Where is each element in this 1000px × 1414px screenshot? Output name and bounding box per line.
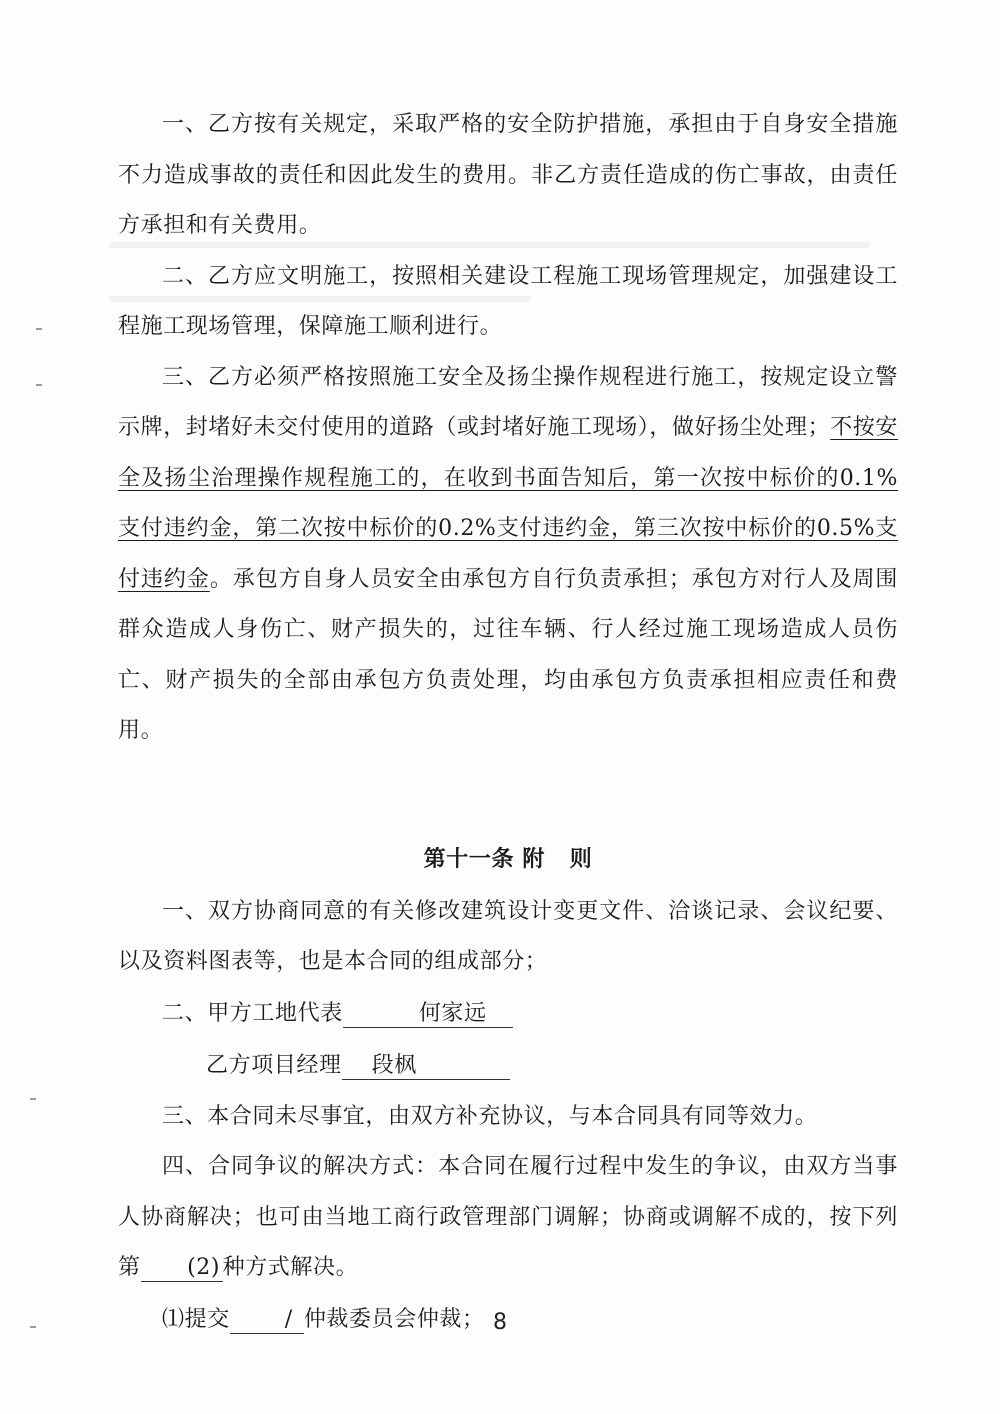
project-manager-value: 段枫 — [342, 1053, 510, 1080]
clause-paragraph-3 — [118, 353, 898, 757]
clause-paragraph-3-end: 。承包方自身人员安全由承包方自行负责承担；承包方对行人及周围群众造成人身伤亡、财产损失的，过往车辆、行人经过施工现场造成人员伤亡、财产损失的全部由承包方负责处理，均由承包方负责承担相应责任和费用。 — [118, 566, 898, 743]
project-manager-line — [118, 1040, 898, 1092]
site-representative-label: 二、甲方工地代表 — [162, 1000, 343, 1026]
site-representative-line — [118, 988, 898, 1040]
arbitration-committee-value: / — [230, 1307, 304, 1334]
article-item-3: 三、本合同未尽事宜，由双方补充协议，与本合同具有同等效力。 — [162, 1103, 818, 1129]
article-title-number: 第十一条 — [423, 845, 515, 872]
option-1-prefix: ⑴提交 — [162, 1306, 230, 1332]
clause-paragraph-3-start: 三、乙方必须严格按照施工安全及扬尘操作规程进行施工，按规定设立警示牌，封堵好未交付使用的道路（或封堵好施工现场），做好扬尘处理； — [118, 364, 898, 440]
site-representative-value: 何家远 — [343, 1001, 513, 1028]
article-item-1: 一、双方协商同意的有关修改建筑设计变更文件、洽谈记录、会议纪要、以及资料图表等，也是本合同的组成部分； — [118, 898, 898, 974]
article-title-word-2: 则 — [569, 845, 593, 872]
article-item-4-start: 四、合同争议的解决方式：本合同在履行过程中发生的争议，由双方当事人协商解决；也可由当地工商行政管理部门调解；协商或调解不成的，按下列第 — [118, 1154, 898, 1280]
document-body — [118, 100, 898, 1346]
project-manager-label: 乙方项目经理 — [206, 1052, 342, 1078]
penalty-clause-underlined: 不按安全及扬尘治理操作规程施工的，在收到书面告知后，第一次按中标价的0.1%支付违约金，第二次按中标价的0.2%支付违约金，第三次按中标价的0.5%支付违约金 — [118, 415, 899, 592]
clause-paragraph-2: 二、乙方应文明施工，按照相关建设工程施工现场管理规定，加强建设工程施工现场管理，保障施工顺利进行。 — [118, 263, 898, 339]
scan-dot — [36, 384, 42, 386]
article-item-4-end: 种方式解决。 — [222, 1255, 359, 1280]
scan-dot — [36, 328, 42, 330]
option-1-suffix: 仲裁委员会仲裁； — [303, 1306, 485, 1332]
clause-paragraph-1: 一、乙方按有关规定，采取严格的安全防护措施，承担由于自身安全措施不力造成事故的责任和因此发生的费用。非乙方责任造成的伤亡事故，由责任方承担和有关费用。 — [118, 112, 898, 238]
article-item-4 — [118, 1142, 898, 1294]
article-title-word-1: 附 — [522, 845, 545, 872]
article-eleven-title — [118, 831, 898, 887]
scan-dot — [30, 1098, 36, 1100]
page-number: 8 — [493, 1310, 507, 1335]
dispute-choice-value: (2) — [141, 1255, 223, 1282]
